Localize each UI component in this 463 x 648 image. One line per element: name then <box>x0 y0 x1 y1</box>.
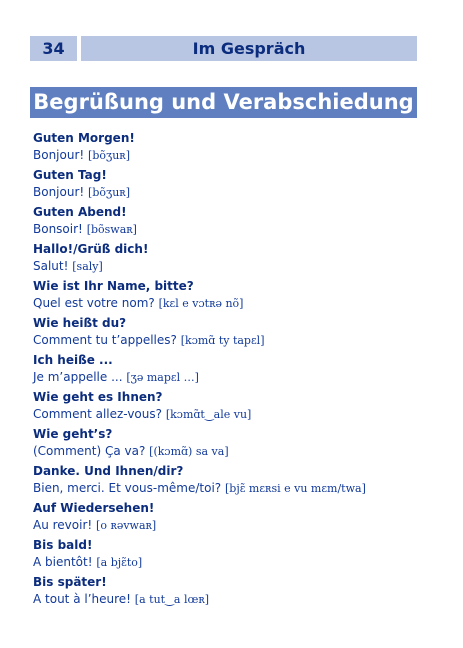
french-phrase: Comment allez-vous? <box>33 407 162 421</box>
phrase-entry <box>33 315 453 349</box>
french-phrase: Bonjour! <box>33 148 85 162</box>
german-phrase: Wie ist Ihr Name, bitte? <box>33 279 194 293</box>
german-phrase: Wie heißt du? <box>33 316 127 330</box>
phrase-entry <box>33 204 453 238</box>
french-line <box>33 369 453 386</box>
phrase-entry <box>33 574 453 608</box>
pronunciation: [kɔmɑ̃ ty tapɛl] <box>180 334 265 347</box>
german-phrase: Wie geht es Ihnen? <box>33 390 163 404</box>
german-phrase: Guten Morgen! <box>33 131 135 145</box>
pronunciation: [kɛl e vɔtʀə nõ] <box>158 297 244 310</box>
french-line <box>33 554 453 571</box>
section-title-band <box>30 87 417 118</box>
pronunciation: [a tut‿a lœʀ] <box>134 593 210 606</box>
french-phrase: Quel est votre nom? <box>33 296 155 310</box>
phrase-entry <box>33 278 453 312</box>
french-phrase: Bien, merci. Et vous-même/toi? <box>33 481 222 495</box>
french-line <box>33 517 453 534</box>
pronunciation: [(kɔmɑ̃) sa va] <box>149 445 229 458</box>
french-phrase: A bientôt! <box>33 555 93 569</box>
german-phrase: Ich heiße ... <box>33 353 113 367</box>
french-line <box>33 332 453 349</box>
french-line <box>33 480 453 497</box>
page-number-box <box>30 36 77 61</box>
phrase-entry <box>33 167 453 201</box>
french-phrase: (Comment) Ça va? <box>33 444 146 458</box>
german-phrase: Bis bald! <box>33 538 93 552</box>
phrase-entry <box>33 241 453 275</box>
french-line <box>33 295 453 312</box>
phrase-entry <box>33 426 453 460</box>
pronunciation: [a bjɛ̃to] <box>96 556 143 569</box>
french-phrase: Comment tu t’appelles? <box>33 333 177 347</box>
french-line <box>33 258 453 275</box>
pronunciation: [ʒə mapɛl …] <box>126 371 199 384</box>
german-phrase: Wie geht’s? <box>33 427 113 441</box>
french-phrase: Bonjour! <box>33 185 85 199</box>
pronunciation: [saly] <box>72 260 103 273</box>
page-number: 34 <box>42 39 65 58</box>
phrase-list <box>33 130 453 611</box>
pronunciation: [o ʀəvwaʀ] <box>96 519 157 532</box>
french-line <box>33 443 453 460</box>
pronunciation: [kɔmɑ̃t‿ale vu] <box>165 408 252 421</box>
french-line <box>33 221 453 238</box>
french-line <box>33 406 453 423</box>
pronunciation: [bõʒuʀ] <box>88 186 130 199</box>
phrase-entry <box>33 463 453 497</box>
french-line <box>33 147 453 164</box>
section-title: Begrüßung und Verabschiedung <box>33 90 414 114</box>
pronunciation: [bjɛ̃ mɛʀsi e vu mɛm/twa] <box>224 482 366 495</box>
french-phrase: Bonsoir! <box>33 222 83 236</box>
german-phrase: Guten Tag! <box>33 168 107 182</box>
german-phrase: Hallo!/Grüß dich! <box>33 242 149 256</box>
running-header-box <box>81 36 417 61</box>
phrase-entry <box>33 389 453 423</box>
phrase-entry <box>33 537 453 571</box>
phrase-entry <box>33 500 453 534</box>
french-phrase: Salut! <box>33 259 69 273</box>
pronunciation: [bõʒuʀ] <box>88 149 130 162</box>
french-phrase: A tout à l’heure! <box>33 592 131 606</box>
french-phrase: Au revoir! <box>33 518 93 532</box>
phrase-entry <box>33 352 453 386</box>
french-line <box>33 591 453 608</box>
french-line <box>33 184 453 201</box>
german-phrase: Danke. Und Ihnen/dir? <box>33 464 184 478</box>
pronunciation: [bõswaʀ] <box>86 223 137 236</box>
german-phrase: Bis später! <box>33 575 107 589</box>
german-phrase: Guten Abend! <box>33 205 127 219</box>
phrase-entry <box>33 130 453 164</box>
french-phrase: Je m’appelle ... <box>33 370 123 384</box>
german-phrase: Auf Wiedersehen! <box>33 501 155 515</box>
running-header-title: Im Gespräch <box>192 39 306 58</box>
